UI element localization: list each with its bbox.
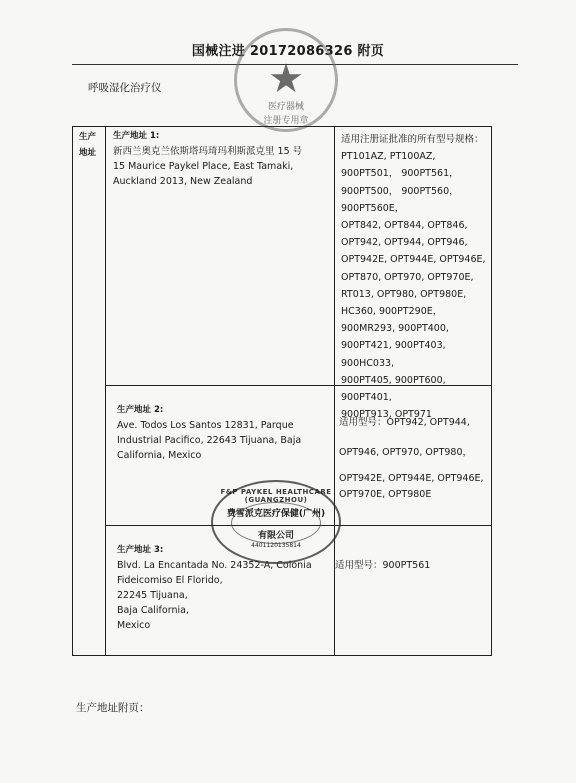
model-line: RT013, OPT980, OPT980E, [341,288,467,300]
address-1 [113,129,333,189]
address-2 [117,403,332,463]
models-header: 适用注册证批准的所有型号规格： [341,134,484,145]
model-line: OPT942E, OPT944E, OPT946E, [339,473,484,484]
star-icon: ★ [268,56,304,102]
table-divider [334,127,335,655]
left-label: 生产 地址 [79,132,97,158]
address-1-en-line: 15 Maurice Paykel Place, East Tamaki, [113,161,294,172]
address-2-en-line: Industrial Pacifico, 22643 Tijuana, Baja [117,435,302,446]
address-3-en-line: Fideicomiso El Florido, [117,575,223,586]
model-line: OPT842, OPT844, OPT846, [341,220,468,232]
model-line: 900PT560E， [341,202,405,214]
company-seal [211,480,341,564]
model-line: OPT942E, OPT944E, OPT946E, [341,254,486,266]
model-line: HC360, 900PT290E， [341,306,443,318]
model-line: 900MR293, 900PT400, [341,323,449,335]
model-line: OPT970E, OPT980E [339,489,432,500]
seal-line-1: 医疗器械 [267,102,304,112]
address-3-models [335,557,491,574]
address-1-label: 生产地址 1: [113,131,160,141]
product-name: 呼吸湿化治疗仪 [88,82,162,94]
company-seal-name-2: 有限公司 [257,531,294,541]
model-line: OPT870, OPT970, OPT970E, [341,271,474,283]
model-line: 900PT405, 900PT600, 900PT401, [341,374,446,404]
company-seal-code: 4401120135814 [251,542,301,549]
address-1-en-line: Auckland 2013, New Zealand [113,176,253,187]
address-3-en-line: Baja California, [117,605,189,616]
model-line: 适用型号：OPT942, OPT944, [339,417,470,428]
company-seal-ring-text: F&P PAYKEL HEALTHCARE (GUANGZHOU) [220,488,332,504]
registration-seal [234,28,338,132]
address-2-label: 生产地址 2: [117,405,164,415]
seal-line-2: 注册专用章 [263,116,309,126]
model-line: 适用型号：900PT561 [335,560,431,571]
company-seal-name: 费雪派克医疗保健(广州) [226,509,326,519]
all-models [341,131,491,423]
model-line: 900PT501， 900PT561， [341,168,459,180]
model-line: 900PT421, 900PT403, 900HC033, [341,340,446,369]
model-line: PT101AZ, PT100AZ, [341,151,436,163]
page-title: 国械注进 20172086326 附页 [191,44,385,59]
address-table [72,126,492,656]
address-2-en-line: Ave. Todos Los Santos 12831, Parque [117,420,294,431]
address-3-en-line: Blvd. La Encantada No. 24352-A, Colonia [117,560,312,571]
model-line: 900PT500， 900PT560， [341,185,459,197]
model-line: 900PT913, OPT971 [341,409,432,421]
address-3-en-line: 22245 Tijuana, [117,590,188,601]
address-2-en-line: California, Mexico [117,450,202,461]
address-3-en-line: Mexico [117,620,151,631]
model-line: OPT942, OPT944, OPT946, [341,237,468,249]
table-divider [105,127,106,655]
address-3-label: 生产地址 3: [117,545,164,555]
address-1-cn: 新西兰奥克兰依斯塔玛琦玛利斯派克里 15 号 [113,146,303,157]
address-2-models [339,415,491,503]
footer-label: 生产地址附页： [76,702,150,714]
model-line: OPT946, OPT970, OPT980， [339,447,473,458]
